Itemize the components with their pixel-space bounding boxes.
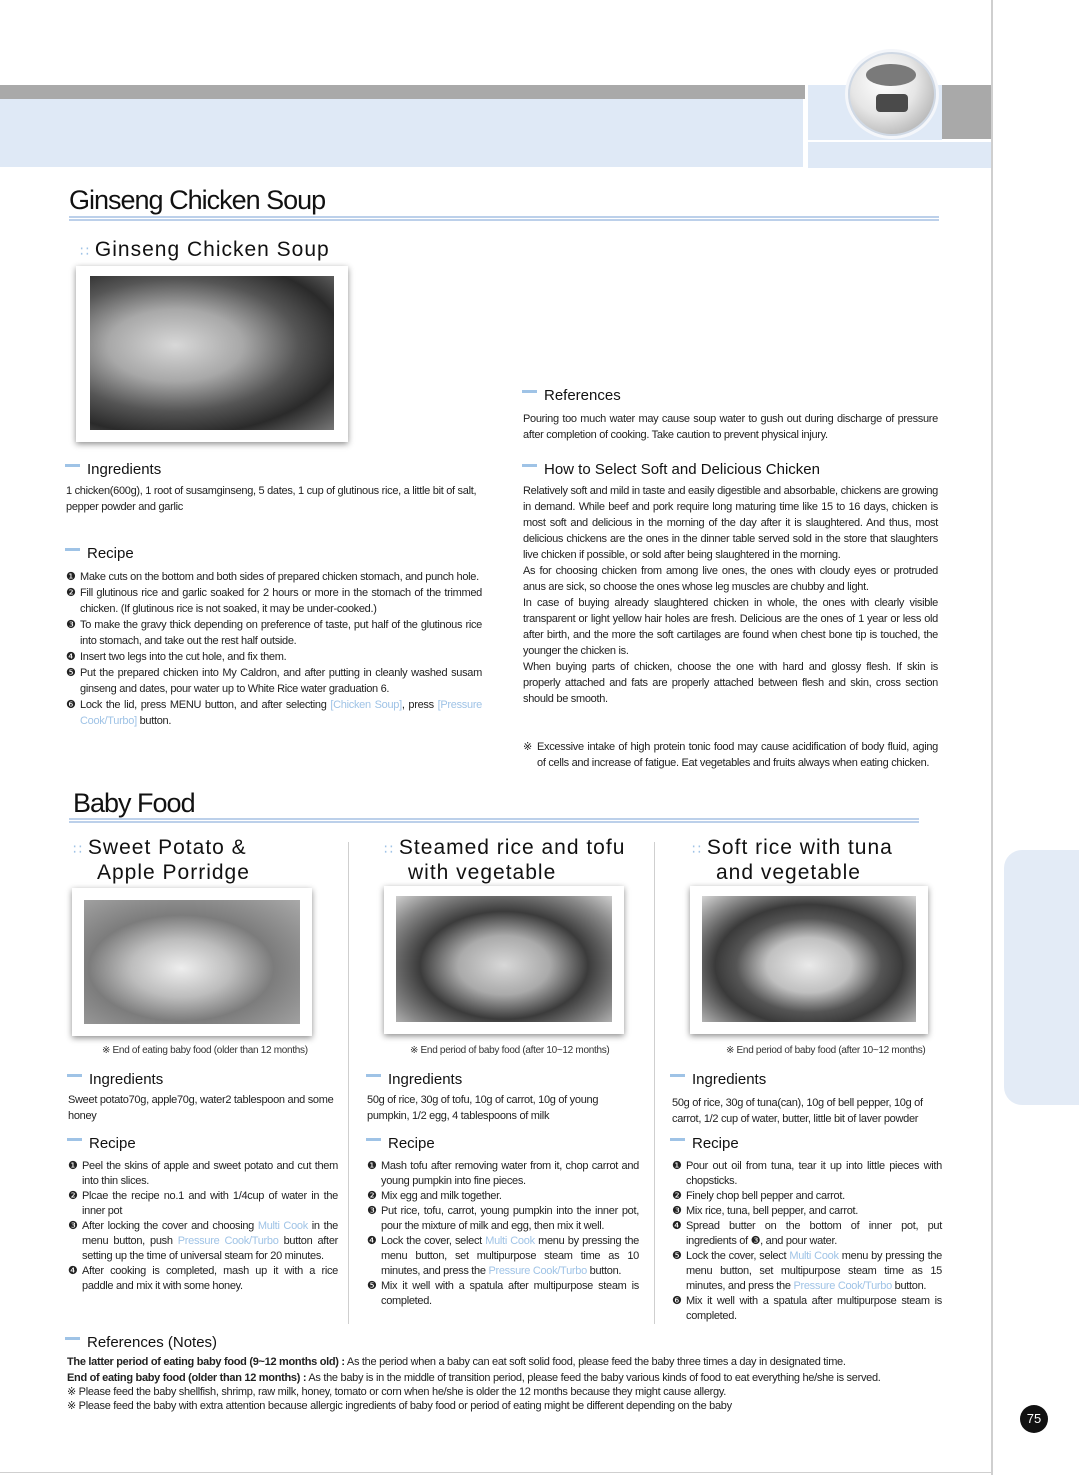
recipe-step: ❹ Lock the cover, select Multi Cook menu by pressing the menu button, set multipurpose steam time as 10 minutes, and press the Pressure Cook/Turbo button. bbox=[367, 1235, 640, 1277]
recipe-step: ❸ Put rice, tofu, carrot, young pumpkin into the inner pot, pour the mixture of milk and egg, then mix it well. bbox=[367, 1205, 639, 1232]
references-heading: References bbox=[522, 387, 621, 404]
subtitle-steamed-rice-tofu: ∷ Steamed rice and tofu with vegetable bbox=[384, 836, 626, 884]
recipe-step: ❹ After cooking is completed, mash up it with a rice paddle and mix it with some honey. bbox=[68, 1265, 338, 1292]
ingredients-text: Sweet potato70g, apple70g, water2 tablespoon and some honey bbox=[68, 1094, 334, 1122]
recipe-step: ❻ Lock the lid, press MENU button, and after selecting [Chicken Soup], press [Pressure Cook/Turbo] button. bbox=[66, 699, 482, 727]
header-blue-band bbox=[0, 99, 803, 167]
column-divider bbox=[348, 842, 349, 1324]
tuna-photo bbox=[702, 896, 916, 1022]
recipe-step: ❶ Mash tofu after removing water from it, chop carrot and young pumpkin into fine pieces. bbox=[367, 1160, 639, 1187]
recipe-heading: Recipe bbox=[670, 1135, 739, 1152]
recipe-step: ❻ Mix it well with a spatula after multipurpose steam is completed. bbox=[672, 1295, 942, 1322]
recipe-step: ❺ Put the prepared chicken into My Caldron, and after putting in cleanly washed susam ginseng and dates, pour water up to White Rice water graduation 6. bbox=[66, 667, 482, 695]
recipe-step: ❸ To make the gravy thick depending on preference of taste, put half of the glutinous rice into stomach, and take out the rest half outside. bbox=[66, 619, 482, 647]
dots-icon: ∷ bbox=[692, 841, 701, 857]
recipe-step: ❷ Mix egg and milk together. bbox=[367, 1190, 502, 1202]
select-chicken-text: Relatively soft and mild in taste and easily digestible and absorbable, chickens are growing in demand. While beef and pork require long maturing time like 15 to 16 days, chicken is most soft and delicious in the morning of the day after it is slaughtered. And thus, most delicious chickens are the ones in the dinner table served sold in the store that slaughters live chicken if possible, or sold after being slaughtered in the morning. As for choosing chicken from among live ones, the ones with cloudy eyes or protruded anus are sick, so choose the ones whose leg muscles are chubby and light. In case of buying already slaughtered chicken in whole, the ones with clearly visible transparent or light yellow hair holes are fresh. Delicious are the ones of 1 year or less old after birth, and the more the soft cartilages are found when chest bone tip is touched, the younger the chicken is. When buying parts of chicken, choose the one with hard and glossy flesh. If skin is properly attached and fats are properly attached between flesh and skin, cross section should be smooth. bbox=[523, 485, 938, 705]
recipe-step: ❸ After locking the cover and choosing Multi Cook in the menu button, push Pressure Cook/Turbo button after setting up the time of universal steam for 20 minutes. bbox=[68, 1220, 338, 1262]
recipe-step: ❺ Lock the cover, select Multi Cook menu by pressing the menu button, set multipurpose steam time as 15 minutes, and press the Pressure Cook/Turbo button. bbox=[672, 1250, 942, 1292]
select-chicken-heading: How to Select Soft and Delicious Chicken bbox=[522, 461, 820, 478]
section-underline bbox=[69, 216, 939, 221]
recipe-step: ❺ Mix it well with a spatula after multipurpose steam is completed. bbox=[367, 1280, 639, 1307]
ingredients-heading: Ingredients bbox=[670, 1071, 766, 1088]
header-gray-band bbox=[0, 85, 805, 99]
recipe-step: ❷ Fill glutinous rice and garlic soaked for 2 hours or more in the stomach of the trimmed chicken. (If glutinous rice is not soaked, it may be under-cooked.) bbox=[66, 587, 482, 615]
subtitle-sweet-potato: ∷ Sweet Potato & Apple Porridge bbox=[73, 836, 250, 884]
ingredients-text: 50g of rice, 30g of tofu, 10g of carrot, 10g of young pumpkin, 1/2 egg, 4 tablespoons of milk bbox=[367, 1094, 599, 1122]
recipe-steps bbox=[68, 1159, 338, 1294]
recipe-steps bbox=[367, 1159, 639, 1309]
header-gray-block bbox=[942, 85, 992, 139]
photo-caption: ※ End period of baby food (after 10~12 months) bbox=[726, 1045, 926, 1056]
notes-line: End of eating baby food (older than 12 months) : As the baby is in the middle of transition period, please feed the baby various kinds of food to eat everything he/she is served. bbox=[67, 1372, 881, 1384]
ingredients-heading: Ingredients bbox=[366, 1071, 462, 1088]
notes-heading: References (Notes) bbox=[65, 1334, 217, 1351]
ginseng-soup-photo-frame bbox=[76, 266, 348, 442]
recipe-heading: Recipe bbox=[65, 545, 134, 562]
section-title-ginseng: Ginseng Chicken Soup bbox=[69, 185, 326, 215]
dots-icon: ∷ bbox=[73, 841, 82, 857]
recipe-step: ❸ Mix rice, tuna, bell pepper, and carrot. bbox=[672, 1205, 859, 1217]
recipe-steps bbox=[672, 1159, 942, 1324]
section-underline bbox=[69, 818, 919, 823]
header-blue-block bbox=[808, 142, 992, 168]
column-divider bbox=[654, 842, 655, 1324]
recipe-step: ❶ Peel the skins of apple and sweet potato and cut them into thin slices. bbox=[68, 1160, 338, 1187]
ingredients-heading: Ingredients bbox=[67, 1071, 163, 1088]
ingredients-heading: Ingredients bbox=[65, 461, 161, 478]
ingredients-text: 1 chicken(600g), 1 root of susamginseng, 5 dates, 1 cup of glutinous rice, a little bit of salt, pepper powder and garlic bbox=[66, 485, 477, 513]
subtitle-soft-rice-tuna: ∷ Soft rice with tuna and vegetable bbox=[692, 836, 893, 884]
recipe-step: ❹ Insert two legs into the cut hole, and fix them. bbox=[66, 651, 287, 663]
page-number: 75 bbox=[1020, 1405, 1048, 1433]
chicken-note: ※ Excessive intake of high protein tonic food may cause acidification of body fluid, aging of cells and increase of fatigue. Eat vegetables and fruits always when eating chicken. bbox=[523, 741, 938, 769]
photo-caption: ※ End period of baby food (after 10~12 months) bbox=[410, 1045, 610, 1056]
bottom-rule bbox=[0, 1472, 991, 1473]
ginseng-soup-photo bbox=[90, 276, 334, 430]
notes-line: ※ Please feed the baby shellfish, shrimp, raw milk, honey, tomato or corn when he/she is older the 12 months because they might cause allergy. bbox=[67, 1386, 726, 1398]
notes-line: The latter period of eating baby food (9~12 months old) : As the period when a baby can eat soft solid food, please feed the baby three times a day in designated time. bbox=[67, 1356, 846, 1368]
photo-caption: ※ End of eating baby food (older than 12 months) bbox=[102, 1045, 308, 1056]
recipe-step: ❷ Plcae the recipe no.1 and with 1/4cup of water in the inner pot bbox=[68, 1190, 338, 1217]
recipe-heading: Recipe bbox=[366, 1135, 435, 1152]
recipe-step: ❹ Spread butter on the bottom of inner pot, put ingredients of ❸, and pour water. bbox=[672, 1220, 942, 1247]
ingredients-text: 50g of rice, 30g of tuna(can), 10g of bell pepper, 10g of carrot, 1/2 cup of water, butter, little bit of laver powder bbox=[672, 1097, 923, 1125]
page-edge-line bbox=[991, 0, 993, 1475]
recipe-heading: Recipe bbox=[67, 1135, 136, 1152]
notes-line: ※ Please feed the baby with extra attention because allergic ingredients of baby food or period of eating might be different depending on the baby bbox=[67, 1400, 732, 1412]
subtitle-ginseng: ∷ Ginseng Chicken Soup bbox=[80, 238, 330, 261]
references-text: Pouring too much water may cause soup water to gush out during discharge of pressure after completion of cooking. Take caution to prevent physical injury. bbox=[523, 413, 938, 441]
side-tab bbox=[1004, 850, 1079, 1105]
section-title-baby-food: Baby Food bbox=[73, 788, 195, 818]
dots-icon: ∷ bbox=[384, 841, 393, 857]
sweet-potato-photo-frame bbox=[72, 888, 312, 1036]
recipe-step: ❶ Make cuts on the bottom and both sides of prepared chicken stomach, and punch hole. bbox=[66, 571, 479, 583]
recipe-step: ❶ Pour out oil from tuna, tear it up into little pieces with chopsticks. bbox=[672, 1160, 942, 1187]
tuna-photo-frame bbox=[690, 886, 928, 1034]
tofu-photo bbox=[396, 896, 612, 1022]
notes-text bbox=[67, 1355, 935, 1413]
rice-cooker-image bbox=[848, 52, 936, 136]
recipe-steps bbox=[66, 569, 482, 729]
sweet-potato-photo bbox=[84, 900, 300, 1024]
dots-icon: ∷ bbox=[80, 243, 89, 259]
recipe-step: ❷ Finely chop bell pepper and carrot. bbox=[672, 1190, 845, 1202]
tofu-photo-frame bbox=[384, 886, 624, 1034]
